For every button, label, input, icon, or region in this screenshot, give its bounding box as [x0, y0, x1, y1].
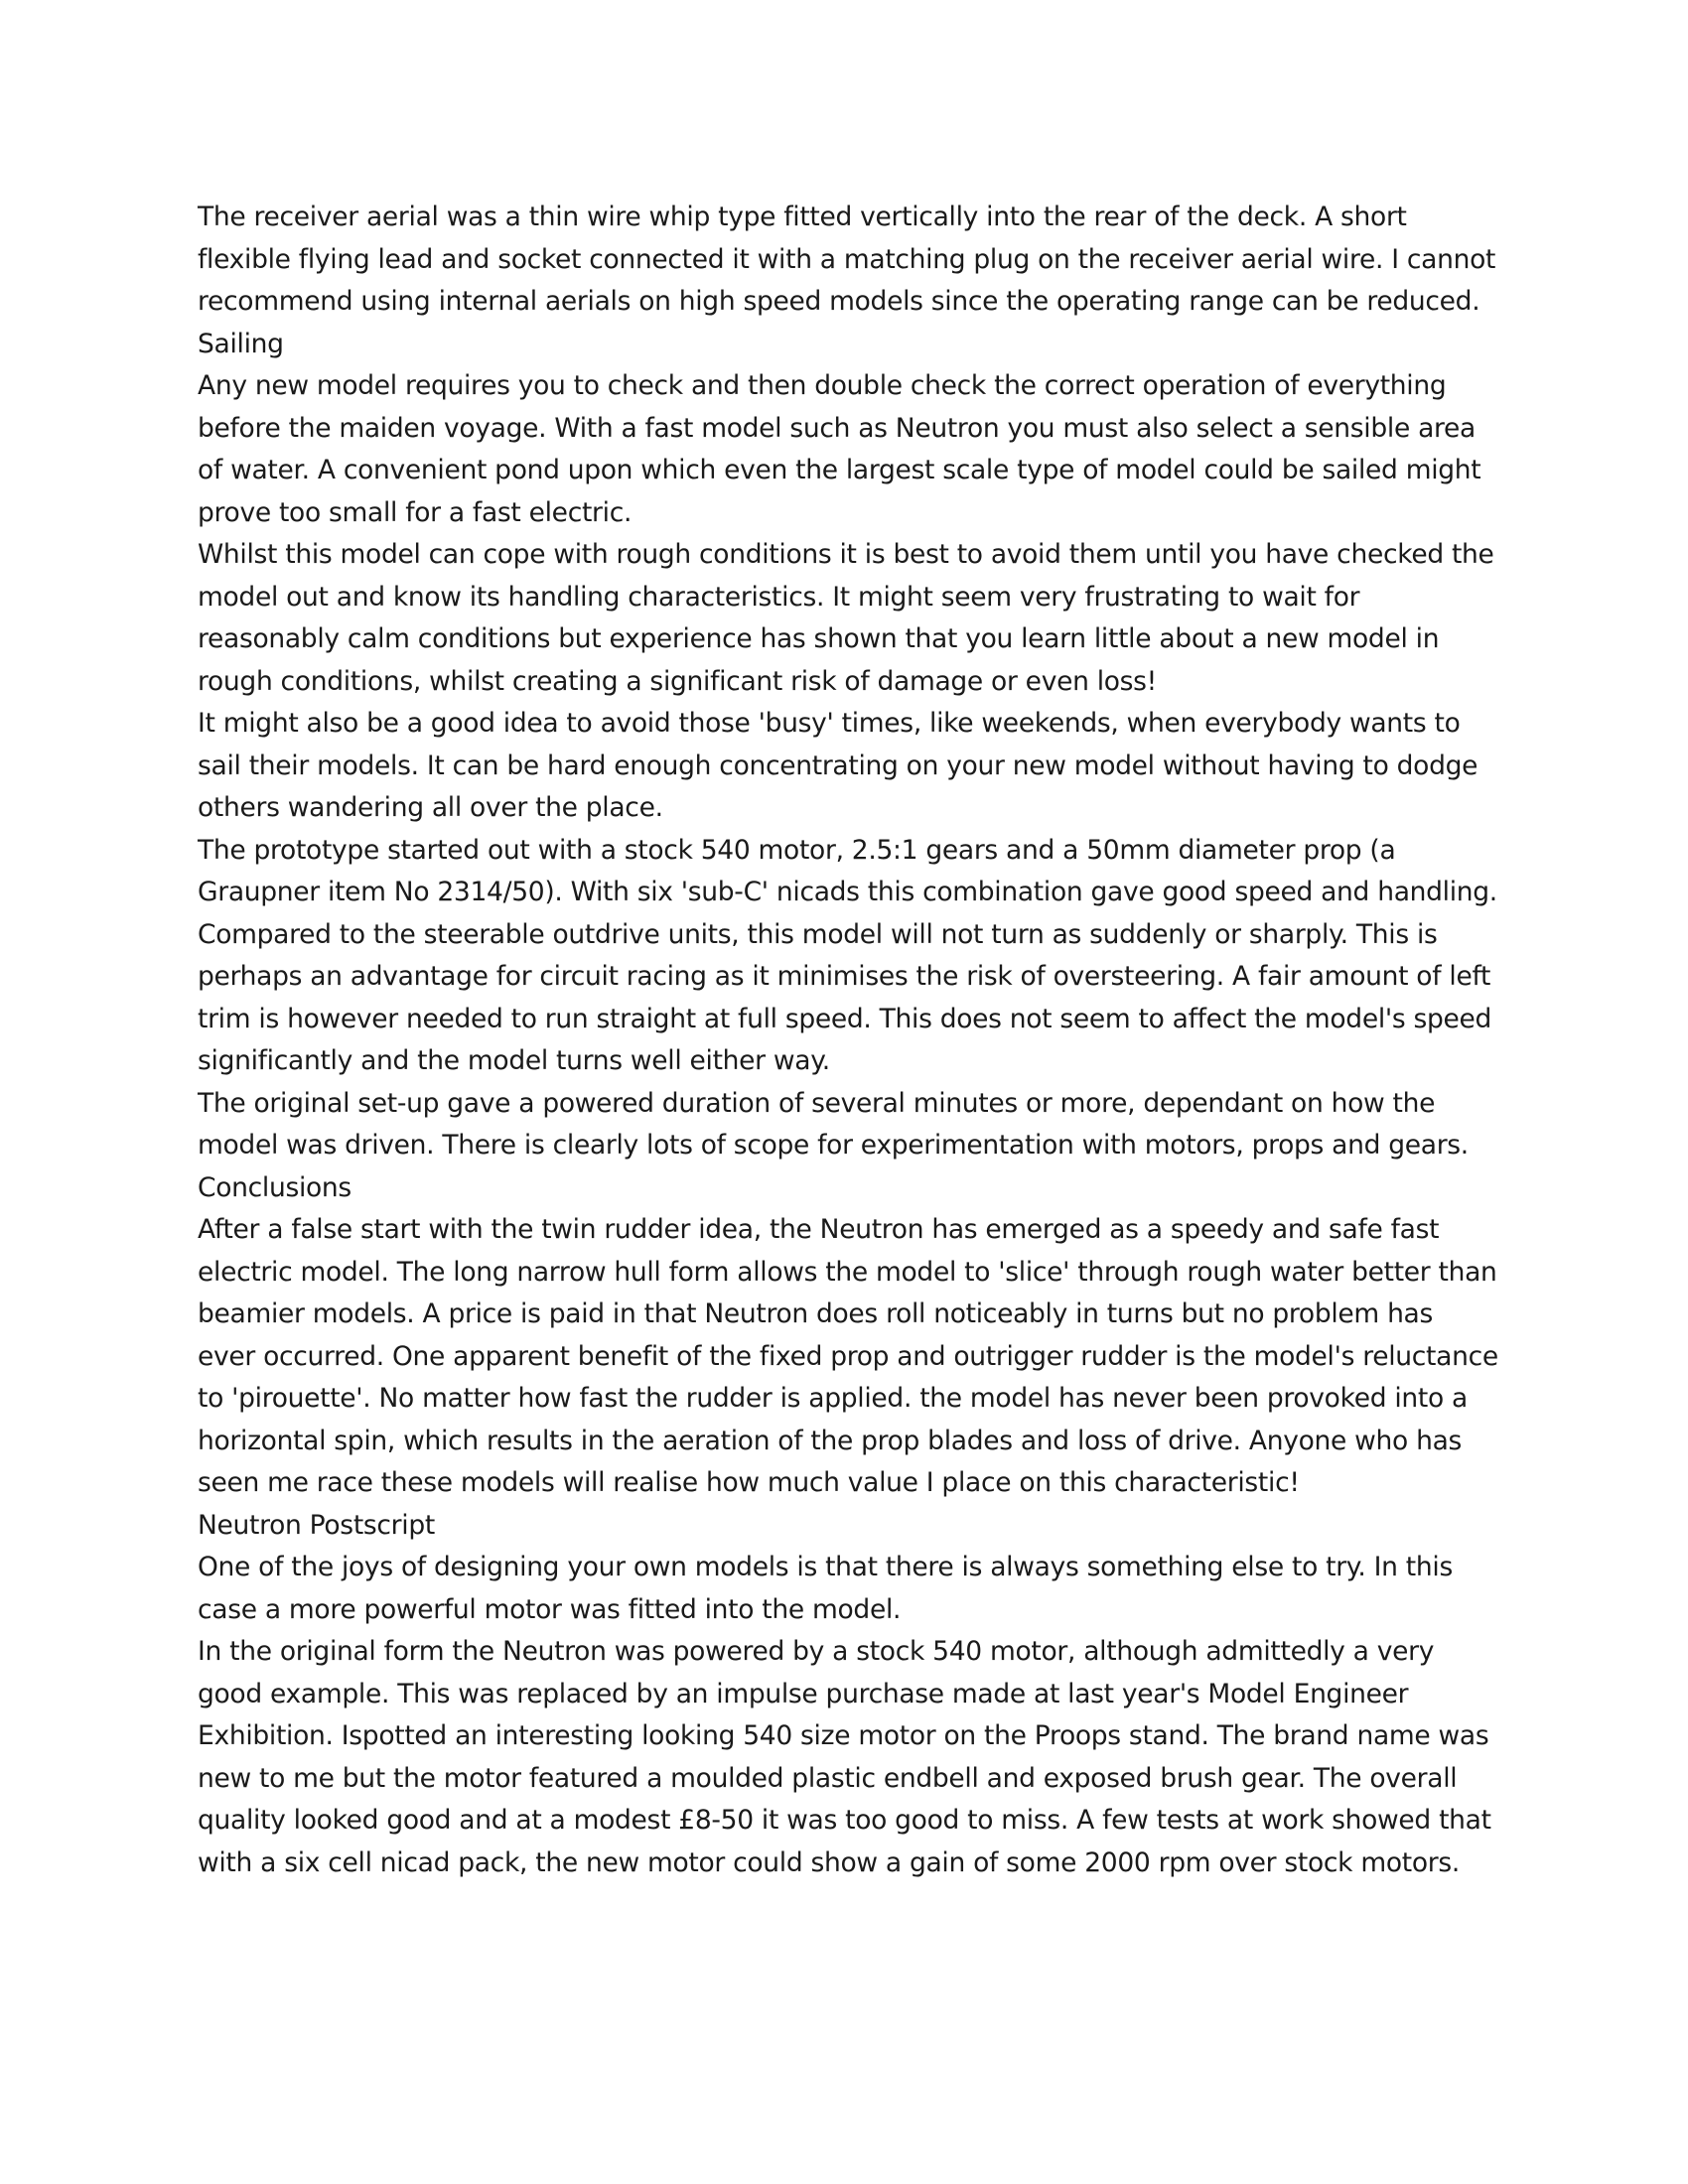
- paragraph-receiver-aerial: The receiver aerial was a thin wire whip type fitted vertically into the rear of the deck. A short flexible flying lead and socket connected it with a matching plug on the receiver aerial wire. I cannot recommend using internal aerials on high speed models since the operating range can be reduced.: [198, 202, 1496, 317]
- paragraph-original-form: In the original form the Neutron was powered by a stock 540 motor, although admittedly a very good example. This was replaced by an impulse purchase made at last year's Model Engineer Exhibition. Ispotted an interesting looking 540 size motor on the Proops stand. The brand name was new to me but the motor featured a moulded plastic endbell and exposed brush gear. The overall quality looked good and at a modest £8-50 it was too good to miss. A few tests at work showed that with a six cell nicad pack, the new motor could show a gain of some 2000 rpm over stock motors.: [198, 1636, 1491, 1878]
- paragraph-rough-conditions: Whilst this model can cope with rough conditions it is best to avoid them until you have checked the model out and know its handling characteristics. It might seem very frustrating to wait for reasonably calm conditions but experience has shown that you learn little about a new model in rough conditions, whilst creating a significant risk of damage or even loss!: [198, 539, 1494, 697]
- paragraph-busy-times: It might also be a good idea to avoid those 'busy' times, like weekends, when everybody wants to sail their models. It can be hard enough concentrating on your new model without having to dodge others wandering all over the place.: [198, 708, 1478, 823]
- heading-sailing: Sailing: [198, 328, 284, 359]
- document-body: [198, 197, 1498, 1884]
- paragraph-conclusions: After a false start with the twin rudder idea, the Neutron has emerged as a speedy and safe fast electric model. The long narrow hull form allows the model to 'slice' through rough water better than beamier models. A price is paid in that Neutron does roll noticeably in turns but no problem has ever occurred. One apparent benefit of the fixed prop and outrigger rudder is the model's reluctance to 'pirouette'. No matter how fast the rudder is applied. the model has never been provoked into a horizontal spin, which results in the aeration of the prop blades and loss of drive. Anyone who has seen me race these models will realise how much value I place on this characteristic!: [198, 1214, 1498, 1498]
- paragraph-prototype: The prototype started out with a stock 540 motor, 2.5:1 gears and a 50mm diameter prop (a Graupner item No 2314/50). With six 'sub-C' nicads this combination gave good speed and handling. Compared to the steerable outdrive units, this model will not turn as suddenly or sharply. This is perhaps an advantage for circuit racing as it minimises the risk of oversteering. A fair amount of left trim is however needed to run straight at full speed. This does not seem to affect the model's speed significantly and the model turns well either way.: [198, 834, 1497, 1076]
- heading-neutron-postscript: Neutron Postscript: [198, 1509, 435, 1541]
- heading-conclusions: Conclusions: [198, 1171, 352, 1203]
- paragraph-joys-of-designing: One of the joys of designing your own models is that there is always something else to try. In this case a more powerful motor was fitted into the model.: [198, 1552, 1453, 1625]
- paragraph-original-setup: The original set-up gave a powered duration of several minutes or more, dependant on how the model was driven. There is clearly lots of scope for experimentation with motors, props and gears.: [198, 1087, 1469, 1160]
- paragraph-new-model-check: Any new model requires you to check and then double check the correct operation of everything before the maiden voyage. With a fast model such as Neutron you must also select a sensible area of water. A convenient pond upon which even the largest scale type of model could be sailed might prove too small for a fast electric.: [198, 370, 1481, 528]
